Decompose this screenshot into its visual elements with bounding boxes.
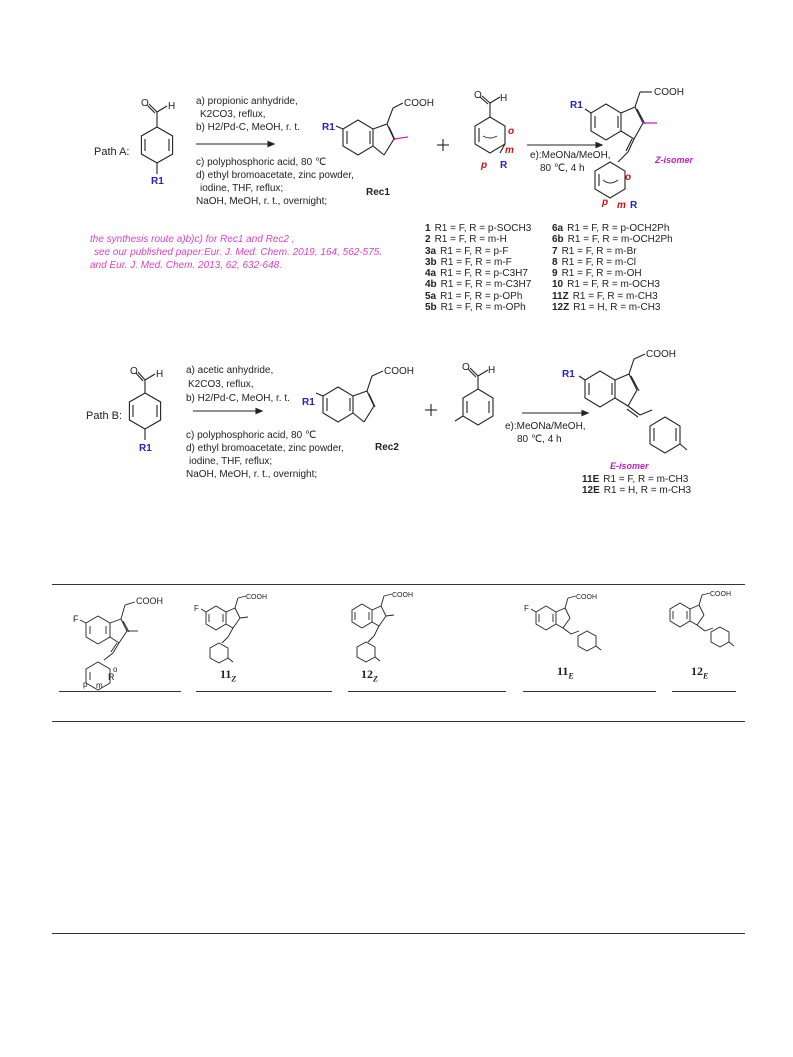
compound-id: 5a xyxy=(425,290,437,302)
table-col1-p-label: p xyxy=(83,680,88,689)
synthesis-note-line1: the synthesis route a)b)c) for Rec1 and Rec2 , xyxy=(90,234,295,245)
product-z-r1-label: R1 xyxy=(570,100,583,111)
table-col2-f-label: F xyxy=(194,604,199,613)
compound-entry xyxy=(425,246,531,257)
compound-substituents: R1 = F, R = m-CH3 xyxy=(572,290,658,302)
header-cell-rule-5 xyxy=(672,691,736,692)
compound-id: 2 xyxy=(425,234,431,246)
table-header-11z xyxy=(220,667,236,683)
rec2-cooh-label: COOH xyxy=(384,366,414,377)
tolualdehyde-h-label: H xyxy=(488,365,496,376)
aldehyde-a-r-label: R xyxy=(500,160,508,171)
compound-substituents: R1 = F, R = m-OCH2Ph xyxy=(567,234,673,246)
table-header-12z-sub: Z xyxy=(373,674,378,684)
compound-entry xyxy=(552,268,673,279)
compound-list-right xyxy=(552,223,673,313)
compound-substituents: R1 = F, R = p-OPh xyxy=(440,290,523,302)
compound-entry xyxy=(425,234,531,245)
compound-substituents: R1 = F, R = m-OCH3 xyxy=(567,279,660,291)
path-a-step-d3: NaOH, MeOH, r. t., overnight; xyxy=(196,196,328,207)
compound-entry xyxy=(552,257,673,268)
benzaldehyde-r1-label xyxy=(151,176,164,187)
compound-entry xyxy=(552,223,673,234)
compound-substituents: R1 = F, R = p-OCH2Ph xyxy=(567,223,670,234)
tolualdehyde-o-label: O xyxy=(462,362,470,373)
compound-entry xyxy=(425,257,531,268)
r1-text: R1 xyxy=(151,176,164,187)
table-col4-cooh-label: COOH xyxy=(576,594,597,601)
compound-substituents: R1 = H, R = m-CH3 xyxy=(573,302,661,314)
compound-entry xyxy=(582,485,691,496)
path-b-step-d2: iodine, THF, reflux; xyxy=(189,456,273,467)
compound-substituents: R1 = F, R = m-CH3 xyxy=(603,474,689,485)
compound-substituents: R1 = F, R = m-OPh xyxy=(440,302,526,314)
compound-entry xyxy=(552,279,673,290)
z-isomer-label: Z-isomer xyxy=(655,155,694,165)
path-b-step-k2co3: K2CO3, reflux, xyxy=(188,379,254,390)
product-z-o-pos: o xyxy=(625,172,632,183)
compound-id: 12Z xyxy=(552,302,570,314)
compound-entry xyxy=(582,474,691,485)
rec1-cooh-label: COOH xyxy=(404,98,434,109)
benzaldehyde-b-h-label: H xyxy=(156,369,164,380)
compound-id: 5b xyxy=(425,302,437,314)
compound-entry xyxy=(425,302,531,313)
benzaldehyde-h-label: H xyxy=(168,101,176,112)
path-b-step-d: d) ethyl bromoacetate, zinc powder, xyxy=(186,443,344,454)
table-header-11z-sub: Z xyxy=(231,674,237,684)
table-header-11e-sub: E xyxy=(568,671,574,681)
compound-id: 11E xyxy=(582,474,600,485)
table-col1-cooh-label: COOH xyxy=(136,596,163,606)
path-b-step-e: e):MeONa/MeOH, xyxy=(505,421,586,432)
aldehyde-a-o-pos: o xyxy=(508,126,515,137)
path-a-step-a: a) propionic anhydride, xyxy=(196,96,298,107)
path-b-step-d3: NaOH, MeOH, r. t., overnight; xyxy=(186,469,318,480)
header-cell-rule-4 xyxy=(523,691,656,692)
table-header-11e xyxy=(557,664,574,680)
rec1-r1-label: R1 xyxy=(322,122,335,133)
table-header-12z xyxy=(361,667,378,683)
table-header-11e-num: 11 xyxy=(557,664,569,678)
e-isomer-label: E-isomer xyxy=(610,461,649,471)
product-z-p-pos: p xyxy=(602,197,609,208)
header-cell-rule-1 xyxy=(59,691,181,692)
compound-substituents: R1 = F, R = m-Br xyxy=(561,245,637,257)
path-b-label: Path B: xyxy=(86,410,123,422)
compound-entry xyxy=(425,291,531,302)
compound-id: 8 xyxy=(552,256,558,268)
path-a-step-b: b) H2/Pd-C, MeOH, r. t. xyxy=(196,122,300,133)
path-a-step-e-cond: 80 ℃, 4 h xyxy=(540,163,585,174)
path-a-step-e: e):MeONa/MeOH, xyxy=(530,150,611,161)
product-e-cooh-label: COOH xyxy=(646,349,676,360)
table-col3-cooh-label: COOH xyxy=(392,592,413,599)
compound-entry xyxy=(425,279,531,290)
header-cell-rule-2 xyxy=(196,691,332,692)
benzaldehyde-b-o-label: O xyxy=(130,366,138,377)
table-col1-o-label: o xyxy=(113,665,118,674)
product-e-list xyxy=(582,474,691,497)
compound-list-left xyxy=(425,223,531,313)
path-a-step-k2co3: K2CO3, reflux, xyxy=(200,109,266,120)
synthesis-note-line3: and Eur. J. Med. Chem. 2013, 62, 632-648. xyxy=(90,260,282,271)
compound-substituents: R1 = F, R = p-F xyxy=(440,245,509,257)
compound-entry xyxy=(425,223,531,234)
compound-substituents: R1 = F, R = p-C3H7 xyxy=(440,268,528,280)
compound-id: 9 xyxy=(552,268,558,280)
compound-substituents: R1 = F, R = m-C3H7 xyxy=(440,279,532,291)
path-a-step-d: d) ethyl bromoacetate, zinc powder, xyxy=(196,170,354,181)
compound-entry xyxy=(552,302,673,313)
table-header-12e-num: 12 xyxy=(691,664,703,678)
table-header-11z-num: 11 xyxy=(220,667,232,681)
compound-id: 6b xyxy=(552,234,564,246)
product-z-cooh-label: COOH xyxy=(654,87,684,98)
rec2-label: Rec2 xyxy=(375,442,399,453)
table-col1-f-label: F xyxy=(73,614,79,624)
compound-substituents: R1 = F, R = p-SOCH3 xyxy=(434,223,532,234)
product-e-r1-label: R1 xyxy=(562,369,575,380)
compound-substituents: R1 = H, R = m-CH3 xyxy=(603,485,692,497)
compound-substituents: R1 = F, R = m-OH xyxy=(561,268,642,280)
note-line2-text: see our published paper:Eur. J. Med. Chem. 2019, 164, 562-575. xyxy=(94,247,383,258)
compound-id: 12E xyxy=(582,485,600,497)
path-b-step-e-cond: 80 ℃, 4 h xyxy=(517,434,562,445)
compound-id: 10 xyxy=(552,279,564,291)
rec1-label: Rec1 xyxy=(366,187,390,198)
path-b-step-c: c) polyphosphoric acid, 80 ℃ xyxy=(186,430,317,441)
compound-substituents: R1 = F, R = m-H xyxy=(434,234,507,246)
aldehyde-a-m-pos: m xyxy=(505,145,514,156)
aldehyde-a-o-label: O xyxy=(474,90,482,101)
compound-id: 11Z xyxy=(552,290,569,302)
aldehyde-a-p-pos: p xyxy=(481,160,488,171)
table-col1-m-label: m xyxy=(96,681,103,690)
aldehyde-a-h-label: H xyxy=(500,93,508,104)
rec2-r1-label: R1 xyxy=(302,397,315,408)
compound-id: 3a xyxy=(425,245,437,257)
synthesis-note-line2 xyxy=(94,247,382,260)
compound-substituents: R1 = F, R = m-Cl xyxy=(561,256,637,268)
path-a-label: Path A: xyxy=(94,146,130,158)
benzaldehyde-b-r1-label: R1 xyxy=(139,443,152,454)
path-b-step-a: a) acetic anhydride, xyxy=(186,365,274,376)
table-col4-f-label: F xyxy=(524,604,529,613)
compound-entry xyxy=(552,234,673,245)
compound-id: 1 xyxy=(425,223,431,234)
compound-id: 7 xyxy=(552,245,558,257)
path-a-step-d2: iodine, THF, reflux; xyxy=(200,183,284,194)
table-mid-rule xyxy=(52,721,745,722)
path-b-step-b: b) H2/Pd-C, MeOH, r. t. xyxy=(186,393,290,404)
product-z-m-pos: m xyxy=(617,200,626,211)
table-top-rule xyxy=(52,584,745,585)
header-cell-rule-3 xyxy=(348,691,506,692)
table-col1-r-label: R xyxy=(108,672,115,682)
compound-id: 4a xyxy=(425,268,437,280)
table-bottom-rule xyxy=(52,933,745,934)
compound-entry xyxy=(552,291,673,302)
table-header-12e xyxy=(691,664,708,680)
table-header-12z-num: 12 xyxy=(361,667,373,681)
table-col2-cooh-label: COOH xyxy=(246,594,267,601)
benzaldehyde-o-label: O xyxy=(141,98,149,109)
product-z-r-label: R xyxy=(630,200,638,211)
compound-id: 4b xyxy=(425,279,437,291)
table-col5-cooh-label: COOH xyxy=(710,591,731,598)
compound-id: 3b xyxy=(425,256,437,268)
path-a-step-c: c) polyphosphoric acid, 80 ℃ xyxy=(196,157,327,168)
compound-entry xyxy=(425,268,531,279)
compound-substituents: R1 = F, R = m-F xyxy=(440,256,512,268)
compound-entry xyxy=(552,246,673,257)
compound-id: 6a xyxy=(552,223,564,234)
table-header-12e-sub: E xyxy=(703,671,709,681)
